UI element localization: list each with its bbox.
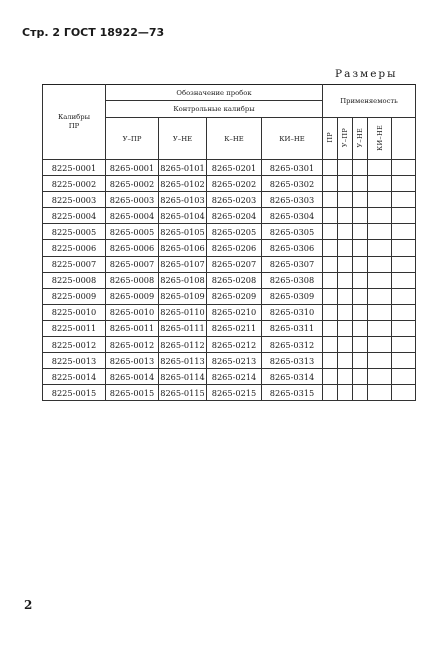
cell-applicability xyxy=(323,176,338,192)
cell-u-ne: 8265-0109 xyxy=(159,288,207,304)
table-row xyxy=(43,369,416,385)
cell-caliber-pr: 8225-0007 xyxy=(43,256,106,272)
cell-caliber-pr: 8225-0009 xyxy=(43,288,106,304)
header-plug-designation: Обозначение пробок xyxy=(106,85,323,101)
cell-ki-ne: 8265-0312 xyxy=(262,337,323,353)
cell-applicability xyxy=(353,240,368,256)
cell-applicability xyxy=(323,192,338,208)
cell-ki-ne: 8265-0315 xyxy=(262,385,323,401)
cell-applicability xyxy=(338,385,353,401)
cell-applicability xyxy=(368,160,392,176)
cell-applicability xyxy=(338,240,353,256)
cell-caliber-pr: 8225-0012 xyxy=(43,337,106,353)
cell-applicability xyxy=(368,256,392,272)
header-app-u-ne xyxy=(353,118,368,160)
cell-k-ne: 8265-0213 xyxy=(207,353,262,369)
cell-applicability xyxy=(368,369,392,385)
cell-u-ne: 8265-0101 xyxy=(159,160,207,176)
cell-applicability xyxy=(338,176,353,192)
cell-ki-ne: 8265-0306 xyxy=(262,240,323,256)
cell-applicability xyxy=(323,369,338,385)
cell-u-ne: 8265-0110 xyxy=(159,304,207,320)
table-body xyxy=(43,160,416,401)
table-row xyxy=(43,256,416,272)
table-row xyxy=(43,353,416,369)
cell-ki-ne: 8265-0314 xyxy=(262,369,323,385)
cell-applicability xyxy=(338,320,353,336)
cell-k-ne: 8265-0206 xyxy=(207,240,262,256)
cell-k-ne: 8265-0203 xyxy=(207,192,262,208)
cell-applicability xyxy=(368,385,392,401)
cell-applicability xyxy=(353,272,368,288)
cell-caliber-pr: 8225-0004 xyxy=(43,208,106,224)
header-k-ne: К–НЕ xyxy=(207,118,262,160)
cell-applicability xyxy=(392,192,416,208)
cell-applicability xyxy=(323,385,338,401)
cell-caliber-pr: 8225-0013 xyxy=(43,353,106,369)
cell-applicability xyxy=(353,369,368,385)
cell-applicability xyxy=(353,208,368,224)
cell-applicability xyxy=(368,337,392,353)
header-calibers-pr xyxy=(43,85,106,160)
cell-applicability xyxy=(353,320,368,336)
cell-applicability xyxy=(338,353,353,369)
cell-ki-ne: 8265-0307 xyxy=(262,256,323,272)
cell-applicability xyxy=(323,208,338,224)
cell-u-pr: 8265-0012 xyxy=(106,337,159,353)
cell-applicability xyxy=(353,176,368,192)
cell-u-pr: 8265-0010 xyxy=(106,304,159,320)
cell-caliber-pr: 8225-0001 xyxy=(43,160,106,176)
cell-u-ne: 8265-0107 xyxy=(159,256,207,272)
cell-ki-ne: 8265-0311 xyxy=(262,320,323,336)
table-row xyxy=(43,208,416,224)
header-app-ki-ne-label: КИ–НЕ xyxy=(375,124,384,151)
cell-applicability xyxy=(392,256,416,272)
page-number: 2 xyxy=(24,598,33,612)
cell-applicability xyxy=(323,272,338,288)
cell-applicability xyxy=(338,304,353,320)
cell-k-ne: 8265-0202 xyxy=(207,176,262,192)
cell-applicability xyxy=(368,272,392,288)
cell-u-pr: 8265-0007 xyxy=(106,256,159,272)
cell-caliber-pr: 8225-0010 xyxy=(43,304,106,320)
cell-u-pr: 8265-0001 xyxy=(106,160,159,176)
cell-caliber-pr: 8225-0002 xyxy=(43,176,106,192)
cell-applicability xyxy=(353,337,368,353)
cell-applicability xyxy=(338,337,353,353)
cell-caliber-pr: 8225-0015 xyxy=(43,385,106,401)
cell-applicability xyxy=(392,176,416,192)
cell-applicability xyxy=(392,320,416,336)
table-row xyxy=(43,320,416,336)
cell-applicability xyxy=(323,288,338,304)
cell-applicability xyxy=(323,240,338,256)
cell-ki-ne: 8265-0303 xyxy=(262,192,323,208)
cell-u-pr: 8265-0005 xyxy=(106,224,159,240)
cell-k-ne: 8265-0208 xyxy=(207,272,262,288)
cell-applicability xyxy=(392,208,416,224)
calibers-table xyxy=(42,84,416,401)
table-row xyxy=(43,288,416,304)
cell-caliber-pr: 8225-0005 xyxy=(43,224,106,240)
cell-applicability xyxy=(323,256,338,272)
cell-u-ne: 8265-0112 xyxy=(159,337,207,353)
cell-u-ne: 8265-0104 xyxy=(159,208,207,224)
cell-ki-ne: 8265-0301 xyxy=(262,160,323,176)
cell-applicability xyxy=(338,224,353,240)
cell-caliber-pr: 8225-0003 xyxy=(43,192,106,208)
cell-applicability xyxy=(392,304,416,320)
cell-applicability xyxy=(392,288,416,304)
cell-applicability xyxy=(392,353,416,369)
cell-applicability xyxy=(368,353,392,369)
table-row xyxy=(43,272,416,288)
cell-ki-ne: 8265-0304 xyxy=(262,208,323,224)
header-app-ki-ne xyxy=(368,118,392,160)
cell-k-ne: 8265-0211 xyxy=(207,320,262,336)
cell-u-pr: 8265-0014 xyxy=(106,369,159,385)
cell-applicability xyxy=(353,192,368,208)
cell-applicability xyxy=(392,272,416,288)
cell-u-pr: 8265-0011 xyxy=(106,320,159,336)
cell-k-ne: 8265-0207 xyxy=(207,256,262,272)
cell-applicability xyxy=(368,304,392,320)
cell-ki-ne: 8265-0309 xyxy=(262,288,323,304)
cell-k-ne: 8265-0215 xyxy=(207,385,262,401)
cell-u-ne: 8265-0106 xyxy=(159,240,207,256)
cell-caliber-pr: 8225-0008 xyxy=(43,272,106,288)
cell-k-ne: 8265-0209 xyxy=(207,288,262,304)
cell-u-ne: 8265-0105 xyxy=(159,224,207,240)
cell-u-ne: 8265-0113 xyxy=(159,353,207,369)
cell-applicability xyxy=(338,160,353,176)
cell-applicability xyxy=(323,304,338,320)
cell-ki-ne: 8265-0308 xyxy=(262,272,323,288)
cell-applicability xyxy=(323,224,338,240)
cell-u-ne: 8265-0103 xyxy=(159,192,207,208)
cell-k-ne: 8265-0205 xyxy=(207,224,262,240)
header-applicability: Применяемость xyxy=(323,85,416,118)
cell-k-ne: 8265-0212 xyxy=(207,337,262,353)
table-row xyxy=(43,304,416,320)
header-app-pr xyxy=(323,118,338,160)
cell-u-pr: 8265-0003 xyxy=(106,192,159,208)
cell-applicability xyxy=(392,240,416,256)
cell-applicability xyxy=(323,353,338,369)
header-u-pr: У–ПР xyxy=(106,118,159,160)
cell-applicability xyxy=(338,256,353,272)
cell-k-ne: 8265-0210 xyxy=(207,304,262,320)
cell-applicability xyxy=(353,224,368,240)
cell-applicability xyxy=(323,160,338,176)
cell-caliber-pr: 8225-0011 xyxy=(43,320,106,336)
cell-applicability xyxy=(353,304,368,320)
header-ki-ne: КИ–НЕ xyxy=(262,118,323,160)
cell-u-pr: 8265-0009 xyxy=(106,288,159,304)
cell-applicability xyxy=(338,369,353,385)
cell-applicability xyxy=(368,208,392,224)
cell-applicability xyxy=(323,320,338,336)
cell-applicability xyxy=(368,240,392,256)
page-header: Стр. 2 ГОСТ 18922—73 xyxy=(22,26,165,39)
header-app-u-ne-label: У–НЕ xyxy=(356,127,365,148)
cell-ki-ne: 8265-0313 xyxy=(262,353,323,369)
cell-applicability xyxy=(353,256,368,272)
cell-applicability xyxy=(392,160,416,176)
cell-applicability xyxy=(392,369,416,385)
header-app-pr-label: ПР xyxy=(326,132,335,143)
header-control-calibers: Контрольные калибры xyxy=(106,101,323,118)
cell-u-pr: 8265-0006 xyxy=(106,240,159,256)
cell-applicability xyxy=(338,288,353,304)
cell-applicability xyxy=(353,353,368,369)
cell-u-pr: 8265-0002 xyxy=(106,176,159,192)
cell-applicability xyxy=(392,385,416,401)
table-row xyxy=(43,192,416,208)
cell-u-ne: 8265-0115 xyxy=(159,385,207,401)
cell-k-ne: 8265-0201 xyxy=(207,160,262,176)
table-row xyxy=(43,240,416,256)
table-row xyxy=(43,160,416,176)
cell-u-ne: 8265-0111 xyxy=(159,320,207,336)
header-calibers-pr-label: Калибры ПР xyxy=(57,113,90,130)
table-title: Размеры xyxy=(335,68,398,80)
table-row xyxy=(43,176,416,192)
table-row xyxy=(43,224,416,240)
header-app-blank xyxy=(392,118,416,160)
cell-u-ne: 8265-0102 xyxy=(159,176,207,192)
cell-applicability xyxy=(353,385,368,401)
header-app-u-pr-label: У–ПР xyxy=(341,127,350,148)
cell-u-ne: 8265-0114 xyxy=(159,369,207,385)
cell-ki-ne: 8265-0302 xyxy=(262,176,323,192)
cell-u-pr: 8265-0004 xyxy=(106,208,159,224)
cell-u-pr: 8265-0015 xyxy=(106,385,159,401)
table-row xyxy=(43,385,416,401)
header-u-ne: У–НЕ xyxy=(159,118,207,160)
cell-k-ne: 8265-0204 xyxy=(207,208,262,224)
cell-applicability xyxy=(392,224,416,240)
cell-u-pr: 8265-0008 xyxy=(106,272,159,288)
cell-applicability xyxy=(338,192,353,208)
cell-caliber-pr: 8225-0006 xyxy=(43,240,106,256)
cell-applicability xyxy=(353,160,368,176)
cell-applicability xyxy=(368,192,392,208)
cell-ki-ne: 8265-0310 xyxy=(262,304,323,320)
cell-applicability xyxy=(323,337,338,353)
cell-applicability xyxy=(368,224,392,240)
cell-caliber-pr: 8225-0014 xyxy=(43,369,106,385)
cell-applicability xyxy=(368,288,392,304)
cell-applicability xyxy=(392,337,416,353)
cell-u-pr: 8265-0013 xyxy=(106,353,159,369)
cell-k-ne: 8265-0214 xyxy=(207,369,262,385)
cell-u-ne: 8265-0108 xyxy=(159,272,207,288)
cell-applicability xyxy=(353,288,368,304)
table-row xyxy=(43,337,416,353)
cell-applicability xyxy=(368,320,392,336)
cell-applicability xyxy=(338,208,353,224)
cell-applicability xyxy=(368,176,392,192)
cell-applicability xyxy=(338,272,353,288)
header-app-u-pr xyxy=(338,118,353,160)
cell-ki-ne: 8265-0305 xyxy=(262,224,323,240)
